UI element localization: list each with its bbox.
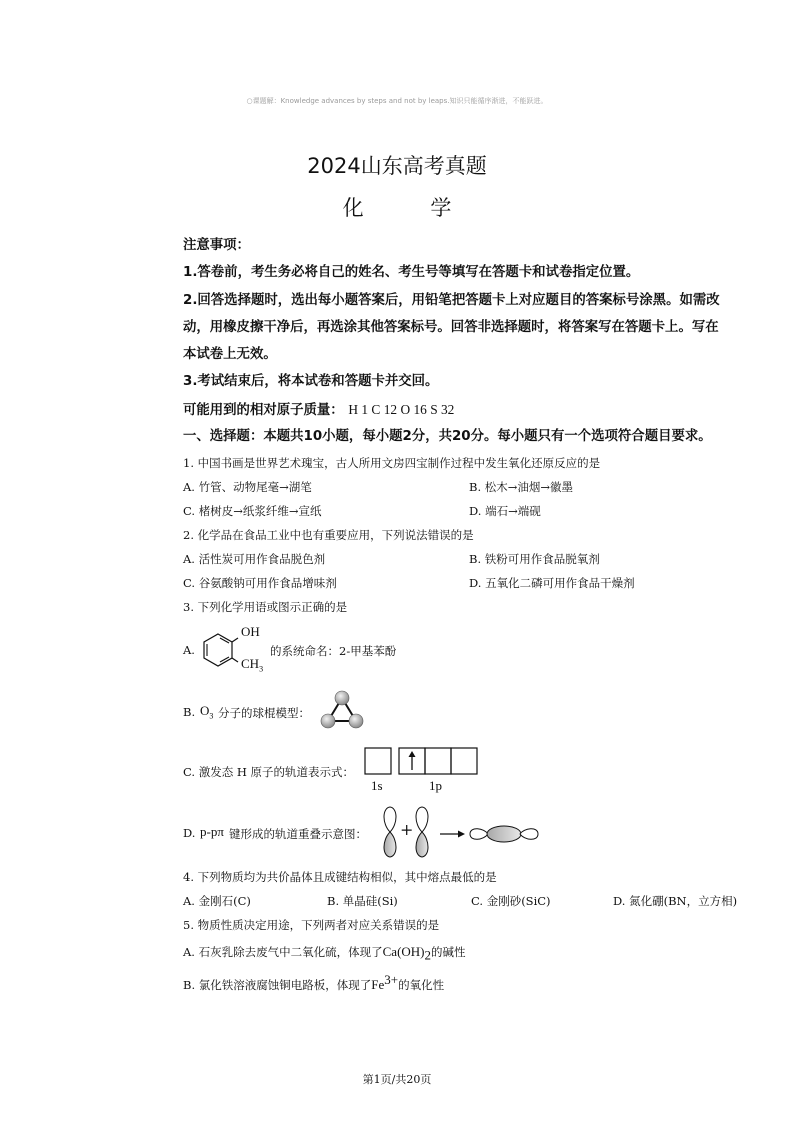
orbital-1p-label: 1p (429, 778, 442, 793)
plus-sign: + (400, 820, 414, 839)
q2-stem: 2. 化学品在食品工业中也有重要应用，下列说法错误的是 (183, 528, 474, 542)
q4-option-d: D. 氮化硼(BN，立方相) (613, 894, 738, 908)
q5-option-b: B. 氯化铁溶液腐蚀铜电路板，体现了$Fe^{3+}$的氧化性 (183, 972, 445, 992)
methyl-label: $CH_3$ (241, 656, 264, 674)
instruction-2c: 本试卷上无效。 (183, 347, 277, 363)
ozone-formula: $O_3$ (200, 703, 214, 721)
q2-option-b: B. 铁粉可用作食品脱氧剂 (469, 552, 600, 566)
section-heading: 一、选择题：本题共10小题，每小题2分，共20分。每小题只有一个选项符合题目要求。 (183, 429, 712, 444)
subject-title: 化 学 (342, 196, 482, 220)
q4-option-b: B. 单晶硅(Si) (327, 894, 398, 908)
q3-stem: 3. 下列化学用语或图示正确的是 (183, 600, 348, 614)
q4-option-c: C. 金刚砂(SiC) (471, 894, 551, 908)
watermark: ○课题解：Knowledge advances by steps and not by leaps.知识只能循序渐进，不能跃进。 (246, 97, 548, 105)
q5-option-a: A. 石灰乳除去废气中二氧化硫，体现了$Ca(OH)_2$的碱性 (183, 944, 466, 963)
q4-stem: 4. 下列物质均为共价晶体且成键结构相似，其中熔点最低的是 (183, 870, 497, 884)
exam-title: 2024山东高考真题 (307, 154, 487, 178)
instruction-2b: 动，用橡皮擦干净后，再选涂其他答案标号。回答非选择题时，将答案写在答题卡上。写在 (183, 319, 719, 335)
q1-stem: 1. 中国书画是世界艺术瑰宝，古人所用文房四宝制作过程中发生氧化还原反应的是 (183, 456, 601, 470)
instruction-1: 1.答卷前，考生务必将自己的姓名、考生号等填写在答题卡和试卷指定位置。 (183, 265, 640, 281)
orbital-diagram (364, 746, 480, 776)
p-p-pi-label: p-pπ (200, 824, 224, 839)
q4-option-a: A. 金刚石(C) (183, 894, 251, 908)
instruction-2a: 2.回答选择题时，选出每小题答案后，用铅笔把答题卡上对应题目的答案标号涂黑。如需改 (183, 292, 720, 308)
orbital-1s-label: 1s (371, 778, 383, 793)
page-number: 第1页/共20页 (362, 1073, 432, 1086)
q1-option-c: C. 楮树皮→纸浆纤维→宣纸 (183, 504, 322, 518)
q1-option-b: B. 松木→油烟→徽墨 (469, 480, 574, 494)
instructions (183, 232, 753, 424)
q5-stem: 5. 物质性质决定用途，下列两者对应关系错误的是 (183, 918, 440, 932)
atomic-mass-label: 可能用到的相对原子质量： (183, 402, 344, 418)
q3-option-a-label: A. (183, 643, 195, 657)
q2-option-c: C. 谷氨酸钠可用作食品增味剂 (183, 576, 337, 590)
atomic-mass-values: H 1 C 12 O 16 S 32 (348, 401, 455, 417)
methylphenol-structure (198, 628, 242, 674)
q1-option-a: A. 竹管、动物尾毫→湖笔 (183, 480, 312, 494)
q1-option-d: D. 端石→端砚 (469, 504, 541, 518)
q3-option-b-text: 分子的球棍模型： (218, 706, 310, 720)
q3-option-b-label: B. (183, 705, 196, 719)
instructions-heading: 注意事项： (183, 238, 250, 253)
q3-option-c-text: C. 激发态 H 原子的轨道表示式： (183, 765, 355, 779)
q2-option-d: D. 五氧化二磷可用作食品干燥剂 (469, 576, 635, 590)
ozone-ball-stick-model (318, 688, 366, 732)
q2-option-a: A. 活性炭可用作食品脱色剂 (183, 552, 326, 566)
atomic-mass-line (183, 396, 753, 424)
instruction-3: 3.考试结束后，将本试卷和答题卡并交回。 (183, 374, 439, 390)
q3-option-d-text: 键形成的轨道重叠示意图： (229, 827, 367, 841)
q3-option-d-label: D. (183, 826, 196, 840)
hydroxyl-label: OH (241, 624, 260, 639)
q3-option-a-text: 的系统命名：2-甲基苯酚 (270, 644, 397, 658)
